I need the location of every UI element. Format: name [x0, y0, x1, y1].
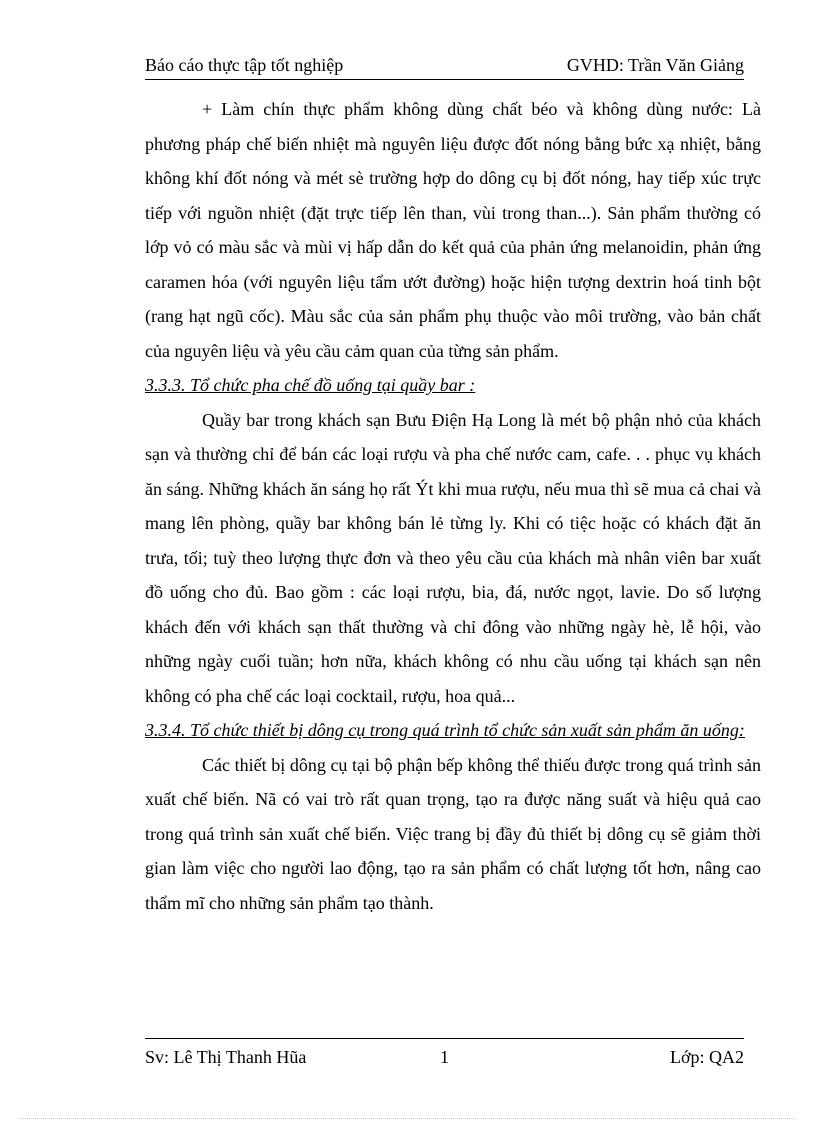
header-supervisor: GVHD: Trần Văn Giảng: [566, 55, 744, 75]
footer-student: Sv: Lê Thị Thanh Hũa: [145, 1047, 307, 1067]
paragraph-equipment: Các thiết bị dông cụ tại bộ phận bếp không thể thiếu được trong quá trình sản xuất chế biến. Nã có vai trò rất quan trọng, tạo ra được năng suất và hiệu quả cao trong quá trình sản xuất chế biến. Việc trang bị đầy đủ thiết bị dông cụ sẽ giảm thời gian làm việc cho người lao động, tạo ra sản phẩm có chất lượng tốt hơn, nâng cao thẩm mĩ cho những sản phẩm tạo thành.: [145, 754, 761, 913]
page-footer: [145, 1047, 744, 1068]
footer-class: Lớp: QA2: [669, 1047, 744, 1067]
paragraph-bar-organization: Quầy bar trong khách sạn Bưu Điện Hạ Long là mét bộ phận nhỏ của khách sạn và thường chỉ để bán các loại rượu và pha chế nước cam, cafe. . . phục vụ khách ăn sáng. Những khách ăn sáng họ rất Ýt khi mua rượu, nếu mua thì sẽ mua cả chai và mang lên phòng, quầy bar không bán lẻ từng ly. Khi có tiệc hoặc có khách đặt ăn trưa, tối; tuỳ theo lượng thực đơn và theo yêu cầu của khách mà nhân viên bar xuất đồ uống cho đủ. Bao gồm : các loại rượu, bia, đá, nước ngọt, lavie. Do số lượng khách đến với khách sạn thất thường và chỉ đông vào những ngày hè, lễ hội, vào những ngày cuối tuần; hơn nữa, khách không có nhu cầu uống tại khách sạn nên không có pha chế các loại cocktail, rượu, hoa quả...: [145, 409, 761, 706]
page-number: 1: [440, 1047, 449, 1067]
header-report-title: Báo cáo thực tập tốt nghiệp: [145, 55, 344, 75]
paragraph-dry-heat-cooking: + Làm chín thực phẩm không dùng chất béo và không dùng nước: Là phương pháp chế biến nhiệt mà nguyên liệu được đốt nóng bằng bức xạ nhiệt, bằng không khí đốt nóng và mét sè trường hợp do dông cụ bị đốt nóng, hay tiếp xúc trực tiếp với nguồn nhiệt (đặt trực tiếp lên than, vùi trong than...). Sản phẩm thường có lớp vỏ có màu sắc và mùi vị hấp dẫn do kết quả của phản ứng melanoidin, phản ứng caramen hóa (với nguyên liệu tẩm ướt đường) hoặc hiện tượng dextrin hoá tinh bột (rang hạt ngũ cốc). Màu sắc của sản phẩm phụ thuộc vào môi trường, vào bản chất của nguyên liệu và yêu cầu cảm quan của từng sản phẩm.: [145, 99, 761, 361]
section-title-equipment: 3.3.4. Tổ chức thiết bị dông cụ trong quá trình tổ chức sản xuất sản phẩm ăn uống:: [145, 720, 745, 740]
page-header: [145, 52, 744, 80]
document-body: [145, 92, 761, 920]
page-bottom-border: [20, 1118, 796, 1119]
section-title-bar: 3.3.3. Tổ chức pha chế đồ uống tại quầy bar :: [145, 375, 476, 395]
footer-divider: [145, 1038, 744, 1039]
